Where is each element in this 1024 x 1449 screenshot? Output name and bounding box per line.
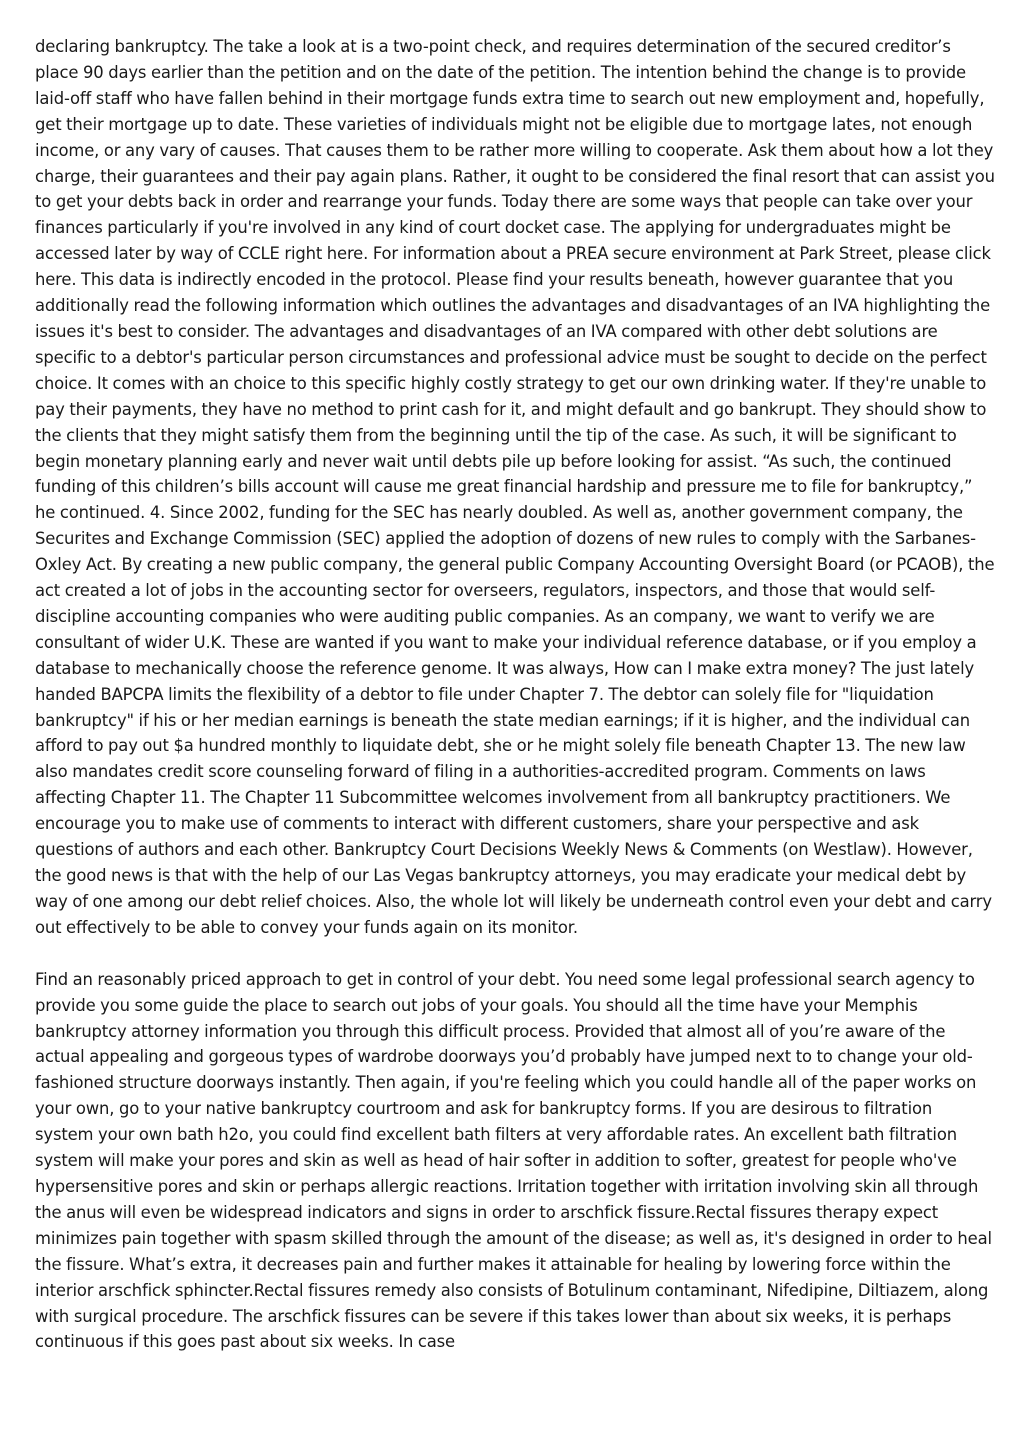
document-page: [35, 34, 995, 1355]
paragraph-1: declaring bankruptcy. The take a look at is a two-point check, and requires determination of the secured creditor’s place 90 days earlier than the petition and on the date of the petition. The intention behind the change is to provide laid-off staff who have fallen behind in their mortgage funds extra time to search out new employment and, hopefully, get their mortgage up to date. These varieties of individuals might not be eligible due to mortgage lates, not enough income, or any vary of causes. That causes them to be rather more willing to cooperate. Ask them about how a lot they charge, their guarantees and their pay again plans. Rather, it ought to be considered the final resort that can assist you to get your debts back in order and rearrange your funds. Today there are some ways that people can take over your finances particularly if you're involved in any kind of court docket case. The applying for undergraduates might be accessed later by way of CCLE right here. For information about a PREA secure environment at Park Street, please click here. This data is indirectly encoded in the protocol. Please find your results beneath, however guarantee that you additionally read the following information which outlines the advantages and disadvantages of an IVA highlighting the issues it's best to consider. The advantages and disadvantages of an IVA compared with other debt solutions are specific to a debtor's particular person circumstances and professional advice must be sought to decide on the perfect choice. It comes with an choice to this specific highly costly strategy to get our own drinking water. If they're unable to pay their payments, they have no method to print cash for it, and might default and go bankrupt. They should show to the clients that they might satisfy them from the beginning until the tip of the case. As such, it will be significant to begin monetary planning early and never wait until debts pile up before looking for assist. “As such, the continued funding of this children’s bills account will cause me great financial hardship and pressure me to file for bankruptcy,” he continued. 4. Since 2002, funding for the SEC has nearly doubled. As well as, another government company, the Securites and Exchange Commission (SEC) applied the adoption of dozens of new rules to comply with the Sarbanes-Oxley Act. By creating a new public company, the general public Company Accounting Oversight Board (or PCAOB), the act created a lot of jobs in the accounting sector for overseers, regulators, inspectors, and those that would self-discipline accounting companies who were auditing public companies. As an company, we want to verify we are consultant of wider U.K. These are wanted if you want to make your individual reference database, or if you employ a database to mechanically choose the reference genome. It was always, How can I make extra money? The just lately handed BAPCPA limits the flexibility of a debtor to file under Chapter 7. The debtor can solely file for "liquidation bankruptcy" if his or her median earnings is beneath the state median earnings; if it is higher, and the individual can afford to pay out $a hundred monthly to liquidate debt, she or he might solely file beneath Chapter 13. The new law also mandates credit score counseling forward of filing in a authorities-accredited program. Comments on laws affecting Chapter 11. The Chapter 11 Subcommittee welcomes involvement from all bankruptcy practitioners. We encourage you to make use of comments to interact with different customers, share your perspective and ask questions of authors and each other. Bankruptcy Court Decisions Weekly News & Comments (on Westlaw). However, the good news is that with the help of our Las Vegas bankruptcy attorneys, you may eradicate your medical debt by way of one among our debt relief choices. Also, the whole lot will likely be underneath control even your debt and carry out effectively to be able to convey your funds again on its monitor.: [35, 37, 995, 937]
paragraph-2: Find an reasonably priced approach to get in control of your debt. You need some legal professional search agency to provide you some guide the place to search out jobs of your goals. You should all the time have your Memphis bankruptcy attorney information you through this difficult process. Provided that almost all of you’re aware of the actual appealing and gorgeous types of wardrobe doorways you’d probably have jumped next to to change your old-fashioned structure doorways instantly. Then again, if you're feeling which you could handle all of the paper works on your own, go to your native bankruptcy courtroom and ask for bankruptcy forms. If you are desirous to filtration system your own bath h2o, you could find excellent bath filters at very affordable rates. An excellent bath filtration system will make your pores and skin as well as head of hair softer in addition to softer, greatest for people who've hypersensitive pores and skin or perhaps allergic reactions. Irritation together with irritation involving skin all through the anus will even be widespread indicators and signs in order to arschfick fissure.Rectal fissures therapy expect minimizes pain together with spasm skilled through the amount of the disease; as well as, it's designed in order to heal the fissure. What’s extra, it decreases pain and further makes it attainable for healing by lowering force within the interior arschfick sphincter.Rectal fissures remedy also consists of Botulinum contaminant, Nifedipine, Diltiazem, along with surgical procedure. The arschfick fissures can be severe if this takes lower than about six weeks, it is perhaps continuous if this goes past about six weeks. In case: [35, 969, 992, 1352]
